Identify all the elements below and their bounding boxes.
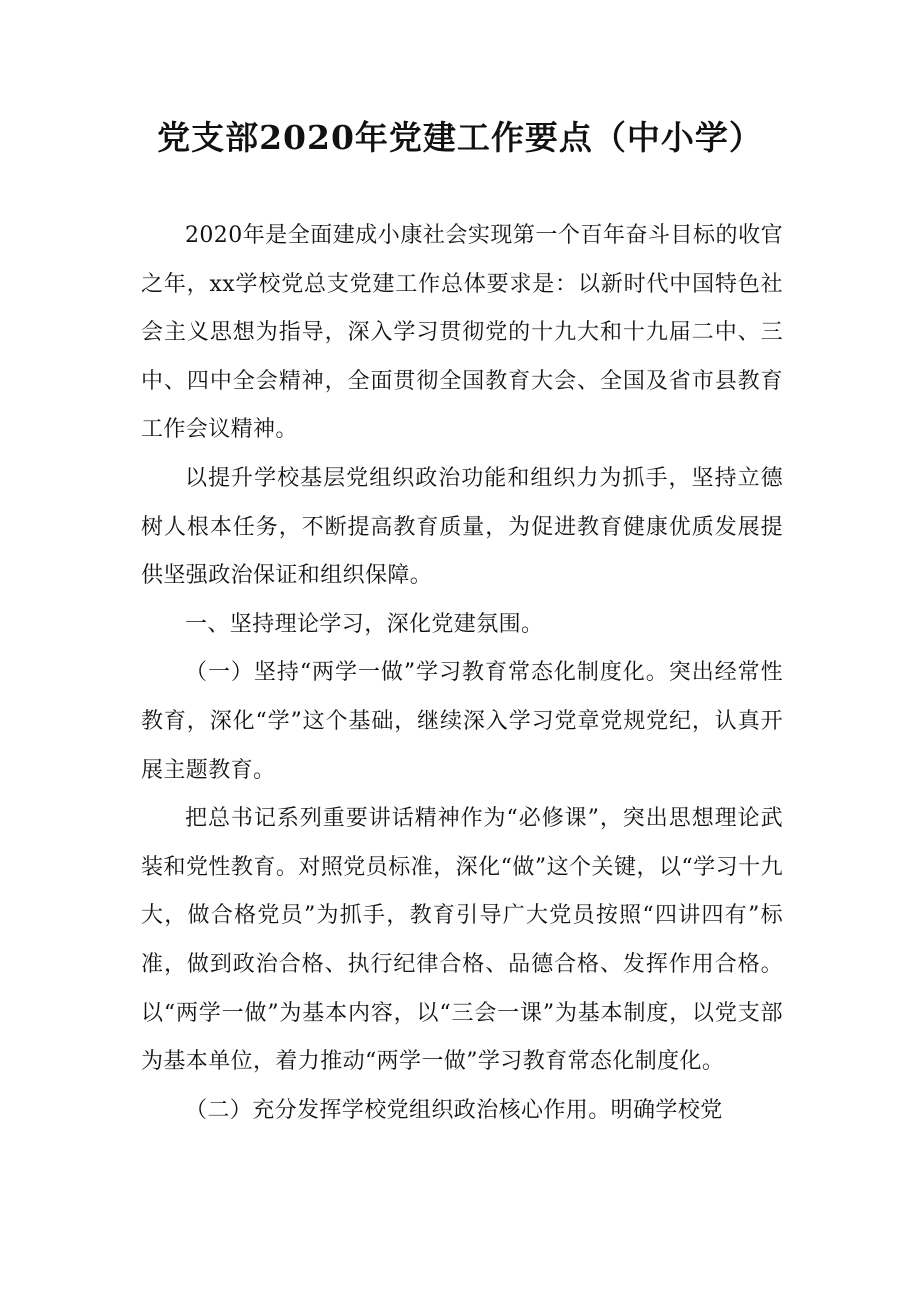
subsection-1-2: （二）充分发挥学校党组织政治核心作用。明确学校党 <box>185 1097 723 1123</box>
paragraph-goal: 以提升学校基层党组织政治功能和组织力为抓手，坚持立德树人根本任务，不断提高教育质量，为促进教育健康优质发展提供坚强政治保证和组织保障。 <box>141 465 783 589</box>
document-title: 党支部2020年党建工作要点（中小学） <box>157 118 763 157</box>
section-heading-1: 一、坚持理论学习，深化党建氛围。 <box>185 611 544 637</box>
paragraph-intro: 2020年是全面建成小康社会实现第一个百年奋斗目标的收官之年，xx学校党总支党建工作总体要求是：以新时代中国特色社会主义思想为指导，深入学习贯彻党的十九大和十九届二中、三中、四中全会精神，全面贯彻全国教育大会、全国及省市县教育工作会议精神。 <box>141 223 783 443</box>
document-body <box>141 212 783 1135</box>
paragraph-speech-study: 把总书记系列重要讲话精神作为“必修课”，突出思想理论武装和党性教育。对照党员标准，深化“做”这个关键，以“学习十九大，做合格党员”为抓手，教育引导广大党员按照“四讲四有”标准，做到政治合格、执行纪律合格、品德合格、发挥作用合格。以“两学一做”为基本内容，以“三会一课”为基本制度，以党支部为基本单位，着力推动“两学一做”学习教育常态化制度化。 <box>141 806 783 1075</box>
subsection-1-1: （一）坚持“两学一做”学习教育常态化制度化。突出经常性教育，深化“学”这个基础，继续深入学习党章党规党纪，认真开展主题教育。 <box>141 660 783 783</box>
